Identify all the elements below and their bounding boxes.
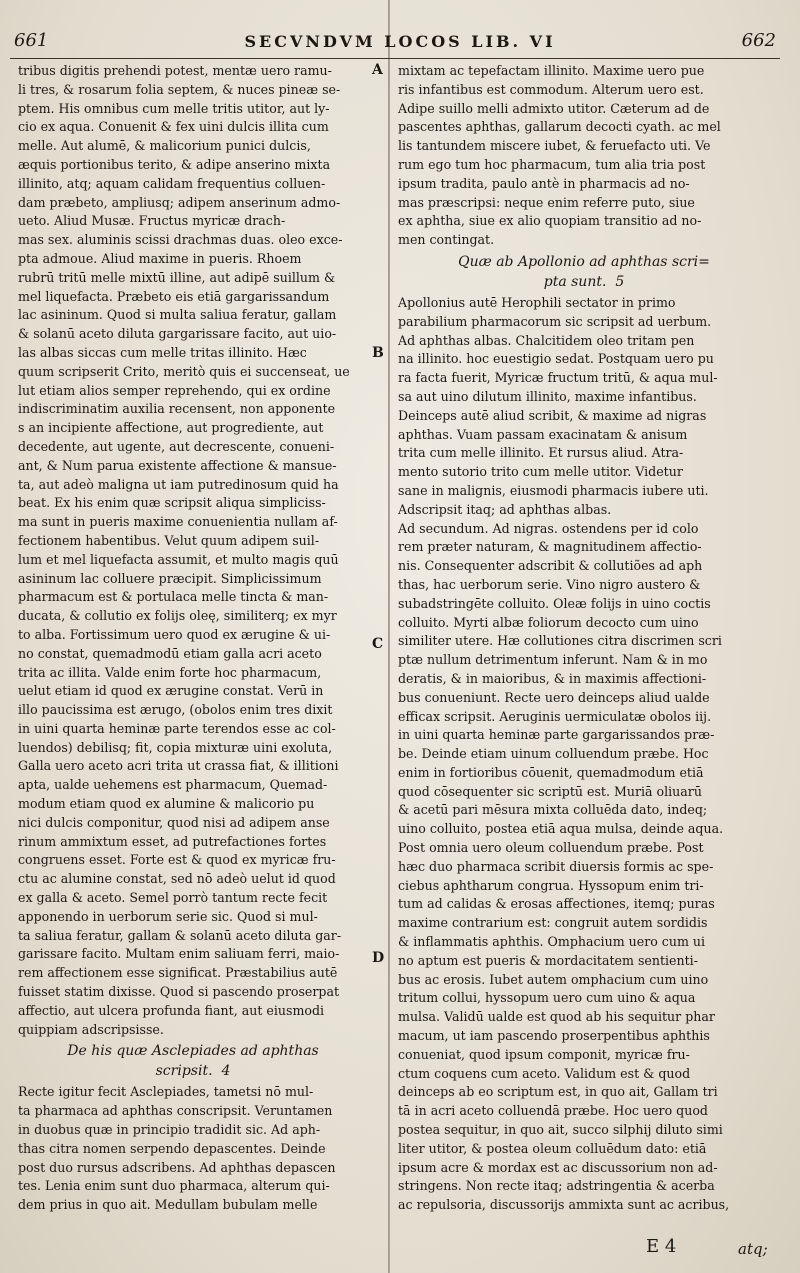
text-line: fectionem habentibus. Velut quum adipem suil- (18, 532, 320, 548)
heading-line: De his quæ Asclepiades ad aphthas (67, 1043, 319, 1060)
text-line: lis tantundem miscere iubet, & feruefacto uti. Ve (398, 138, 711, 154)
text-line: colluito. Myrti albæ foliorum decocto cum uino (398, 614, 699, 630)
text-line: na illinito. hoc euestigio sedat. Postquam uero pu (398, 351, 714, 367)
text-line: ra facta fuerit, Myricæ fructum tritū, & aqua mul- (398, 370, 718, 386)
section-number: 4 (221, 1063, 231, 1080)
text-line: trita ac illita. Valde enim forte hoc pharmacum, (18, 664, 322, 680)
text-line: Recte igitur fecit Asclepiades, tametsi nō mul- (18, 1084, 314, 1100)
text-line: uelut etiam id quod ex ærugine constat. Verū in (18, 683, 324, 699)
text-line: tribus digitis prehendi potest, mentæ uero ramu- (18, 63, 332, 78)
text-line: trita cum melle illinito. Et rursus aliud. Atra- (398, 445, 684, 461)
text-line: apta, ualde uehemens est pharmacum, Quemad- (18, 777, 328, 793)
text-line: Adscripsit itaq; ad aphthas albas. (398, 501, 612, 517)
text-line: ipsum acre & mordax est ac discussorium non ad- (398, 1159, 718, 1175)
text-line: ptem. His omnibus cum melle tritis utitor, aut ly- (18, 100, 330, 116)
text-line: in uini quarta heminæ parte terendos esse ac col- (18, 720, 336, 736)
text-line: tritum collui, hyssopum uero cum uino & aqua (398, 990, 696, 1006)
text-line: ex galla & aceto. Semel porrò tantum recte fecit (18, 890, 328, 906)
text-line: rem affectionem esse significat. Præstabilius autē (18, 965, 338, 981)
text-line: thas, hac uerborum serie. Vino nigro austero & (398, 576, 701, 592)
page-header (0, 30, 800, 56)
text-line: no constat, quemadmodū etiam galla acri aceto (18, 645, 322, 661)
text-line: mas præscripsi: neque enim referre puto, siue (398, 194, 695, 210)
text-line: & acetū pari mēsura mixta colluēda dato, indeq; (398, 802, 708, 818)
text-line: rum ego tum hoc pharmacum, tum alia tria post (398, 156, 706, 172)
text-line: parabilium pharmacorum sic scripsit ad uerbum. (398, 313, 712, 329)
text-line: ciebus aphtharum congrua. Hyssopum enim tri- (398, 877, 704, 893)
text-line: in duobus quæ in principio tradidit sic. Ad aph- (18, 1122, 321, 1138)
left-column-text (18, 62, 368, 1039)
text-line: quippiam adscripsisse. (18, 1021, 164, 1037)
page-footer (0, 1236, 800, 1260)
text-line: Galla uero aceto acri trita ut crassa fiat, & illitioni (18, 758, 339, 774)
section-number: 5 (615, 273, 625, 290)
text-line: pascentes aphthas, gallarum decocti cyath. ac mel (398, 119, 721, 135)
text-line: lut etiam alios semper reprehendo, qui ex ordine (18, 382, 331, 398)
text-line: melle. Aut alumē, & malicorium punici dulcis, (18, 138, 311, 154)
margin-letter-b: B (372, 345, 384, 361)
text-line: macum, ut iam pascendo proserpentibus aphthis (398, 1028, 710, 1044)
running-head: SECVNDVM LOCOS LIB. VI (244, 32, 556, 51)
text-line: aphthas. Vuam passam exacinatam & anisum (398, 426, 688, 442)
text-line: hæc duo pharmaca scribit diuersis formis ac spe- (398, 858, 714, 874)
text-line: congruens esset. Forte est & quod ex myricæ fru- (18, 852, 336, 868)
text-line: pharmacum est & portulaca melle tincta & man- (18, 589, 329, 605)
page-number-left: 661 (14, 30, 49, 51)
text-line: post duo rursus adscribens. Ad aphthas depascen (18, 1159, 336, 1175)
page-number-right: 662 (741, 30, 776, 51)
text-line: ta pharmaca ad aphthas conscripsit. Veruntamen (18, 1103, 333, 1119)
text-line: fuisset statim dixisse. Quod si pascendo proserpat (18, 984, 340, 1000)
heading-line (398, 272, 770, 292)
signature-mark: E 4 (646, 1236, 677, 1257)
text-line: rem præter naturam, & magnitudinem affectio- (398, 539, 702, 555)
text-line: rinum ammixtum esset, ad putrefactiones fortes (18, 833, 327, 849)
text-line: bus ac erosis. Iubet autem omphacium cum uino (398, 971, 709, 987)
text-line: conueniat, quod ipsum componit, myricæ fru- (398, 1046, 690, 1062)
text-line: sa aut uino dilutum illinito, maxime infantibus. (398, 388, 697, 404)
text-line: garissare facito. Multam enim saliuam ferri, maio- (18, 946, 340, 962)
text-line: apponendo in uerborum serie sic. Quod si mul- (18, 908, 318, 924)
text-line: deinceps ab eo scriptum est, in quo ait, Gallam tri (398, 1084, 718, 1100)
text-line: mas sex. aluminis scissi drachmas duas. oleo exce- (18, 232, 343, 248)
text-line: pta admoue. Aliud maxime in pueris. Rhoem (18, 250, 302, 266)
text-line: ipsum tradita, paulo antè in pharmacis ad no- (398, 175, 690, 191)
margin-letter-a: A (372, 62, 383, 78)
text-line: luendos) debilisq; fit, copia mixturæ uini exoluta, (18, 739, 333, 755)
catchword: atq; (738, 1240, 768, 1258)
text-line: & inflammatis aphthis. Omphacium uero cum ui (398, 934, 706, 950)
text-line: illo paucissima est ærugo, (obolos enim tres dixit (18, 702, 333, 718)
text-line: similiter utere. Hæ collutiones citra discrimen scri (398, 633, 722, 649)
heading-line: Quæ ab Apollonio ad aphthas scri= (458, 253, 710, 270)
text-line: asininum lac colluere præcipit. Simplicissimum (18, 570, 322, 586)
left-column-text-continued (18, 1083, 368, 1215)
text-line: ptæ nullum detrimentum inferunt. Nam & in mo (398, 652, 708, 668)
left-column (18, 62, 368, 1215)
text-line: postea sequitur, in quo ait, succo silphij diluto simi (398, 1122, 723, 1138)
text-line: æquis portionibus terito, & adipe anserino mixta (18, 156, 331, 172)
text-line: ma sunt in pueris maxime conuenientia nullam af- (18, 514, 338, 530)
heading-text: pta sunt. (543, 273, 607, 290)
text-line: mixtam ac tepefactam illinito. Maxime uero pue (398, 63, 705, 78)
text-line: nis. Consequenter adscribit & collutiões ad aph (398, 558, 703, 574)
text-line: lum et mel liquefacta assumit, et multo magis quū (18, 551, 339, 567)
text-line: las albas siccas cum melle tritas illinito. Hæc (18, 344, 307, 360)
text-line: bus conueniunt. Recte uero deinceps aliud ualde (398, 689, 710, 705)
text-line: ducata, & collutio ex folijs oleę, similiterq; ex myr (18, 608, 337, 624)
right-column-text-top (398, 62, 770, 250)
page-gutter (388, 0, 390, 1273)
text-line: liter utitor, & postea oleum colluēdum dato: etiā (398, 1140, 707, 1156)
text-line: beat. Ex his enim quæ scripsit aliqua simpliciss- (18, 495, 326, 511)
margin-letter-d: D (372, 950, 385, 966)
text-line: illinito, atq; aquam calidam frequentius colluen- (18, 175, 326, 191)
text-line: ant, & Num parua existente affectione & mansue- (18, 457, 337, 473)
section-heading-apollonius (398, 252, 770, 292)
text-line: thas citra nomen serpendo depascentes. Deinde (18, 1140, 326, 1156)
text-line: deratis, & in maioribus, & in maximis affectioni- (398, 670, 707, 686)
text-line: lac asininum. Quod si multa saliua feratur, gallam (18, 307, 337, 323)
text-line: ex aphtha, siue ex alio quopiam transitio ad no- (398, 213, 702, 229)
text-line: dam præbeto, ampliusq; adipem anserinum admo- (18, 194, 341, 210)
heading-line (18, 1061, 368, 1081)
text-line: mulsa. Validū ualde est quod ab his sequitur phar (398, 1009, 715, 1025)
right-column (398, 62, 770, 1215)
text-line: modum etiam quod ex alumine & malicorio pu (18, 796, 315, 812)
text-line: mel liquefacta. Præbeto eis etiā gargarissandum (18, 288, 330, 304)
text-line: be. Deinde etiam uinum colluendum præbe. Hoc (398, 746, 709, 762)
text-line: mento sutorio trito cum melle utitor. Videtur (398, 464, 683, 480)
text-line: to alba. Fortissimum uero quod ex ærugine & ui- (18, 626, 331, 642)
text-line: Apollonius autē Herophili sectator in primo (398, 294, 676, 310)
text-line: li tres, & rosarum folia septem, & nuces pineæ se- (18, 81, 341, 97)
text-line: subadstringēte colluito. Oleæ folijs in uino coctis (398, 595, 711, 611)
text-line: ac repulsoria, discussorijs ammixta sunt ac acribus, (398, 1197, 730, 1213)
text-line: Ad aphthas albas. Chalcitidem oleo tritam pen (398, 332, 695, 348)
text-line: men contingat. (398, 232, 495, 248)
text-line: ta, aut adeò maligna ut iam putredinosum quid ha (18, 476, 339, 492)
header-rule (10, 58, 780, 59)
right-column-text (398, 294, 770, 1215)
text-line: affectio, aut ulcera profunda fiant, aut eiusmodi (18, 1002, 325, 1018)
text-line: & solanū aceto diluta gargarissare facito, aut uio- (18, 326, 337, 342)
text-line: ta saliua feratur, gallam & solanū aceto diluta gar- (18, 927, 342, 943)
text-line: ueto. Aliud Musæ. Fructus myricæ drach- (18, 213, 286, 229)
margin-letter-c: C (372, 636, 384, 652)
text-line: no aptum est pueris & mordacitatem sentienti- (398, 952, 698, 968)
text-line: quod cōsequenter sic scriptū est. Muriā oliuarū (398, 783, 702, 799)
text-line: maxime contrarium est: congruit autem sordidis (398, 915, 708, 931)
text-line: tā in acri aceto colluendā præbe. Hoc uero quod (398, 1103, 708, 1119)
text-line: in uini quarta heminæ parte gargarissandos præ- (398, 727, 715, 743)
text-line: Adipe suillo melli admixto utitor. Cæterum ad de (398, 100, 710, 116)
text-line: sane in malignis, eiusmodi pharmacis iubere uti. (398, 482, 709, 498)
text-line: efficax scripsit. Aeruginis uermiculatæ obolos iij. (398, 708, 712, 724)
text-line: Deinceps autē aliud scribit, & maxime ad nigras (398, 407, 707, 423)
section-heading-asclepiades (18, 1041, 368, 1081)
text-line: indiscriminatim auxilia recensent, non apponente (18, 401, 336, 417)
text-line: quum scripserit Crito, meritò quis ei succenseat, ue (18, 363, 350, 379)
text-line: ctu ac alumine constat, sed nō adeò uelut id quod (18, 871, 336, 887)
text-line: tum ad calidas & erosas affectiones, itemq; puras (398, 896, 715, 912)
text-line: stringens. Non recte itaq; adstringentia & acerba (398, 1178, 715, 1194)
text-line: cio ex aqua. Conuenit & fex uini dulcis illita cum (18, 119, 329, 135)
text-line: nici dulcis componitur, quod nisi ad adipem anse (18, 814, 330, 830)
text-line: uino colluito, postea etiā aqua mulsa, deinde aqua. (398, 821, 724, 837)
text-line: Post omnia uero oleum colluendum præbe. Post (398, 840, 704, 856)
text-line: s an incipiente affectione, aut progrediente, aut (18, 420, 324, 436)
text-line: decedente, aut ugente, aut decrescente, conueni- (18, 438, 335, 454)
text-line: enim in fortioribus cōuenit, quemadmodum etiā (398, 764, 704, 780)
text-line: rubrū tritū melle mixtū illine, aut adipē suillum & (18, 269, 336, 285)
text-line: tes. Lenia enim sunt duo pharmaca, alterum qui- (18, 1178, 330, 1194)
text-line: ctum coquens cum aceto. Validum est & quod (398, 1065, 691, 1081)
text-line: Ad secundum. Ad nigras. ostendens per id colo (398, 520, 699, 536)
heading-text: scripsit. (155, 1063, 213, 1080)
text-line: dem prius in quo ait. Medullam bubulam melle (18, 1197, 318, 1213)
text-line: ris infantibus est commodum. Alterum uero est. (398, 81, 704, 97)
